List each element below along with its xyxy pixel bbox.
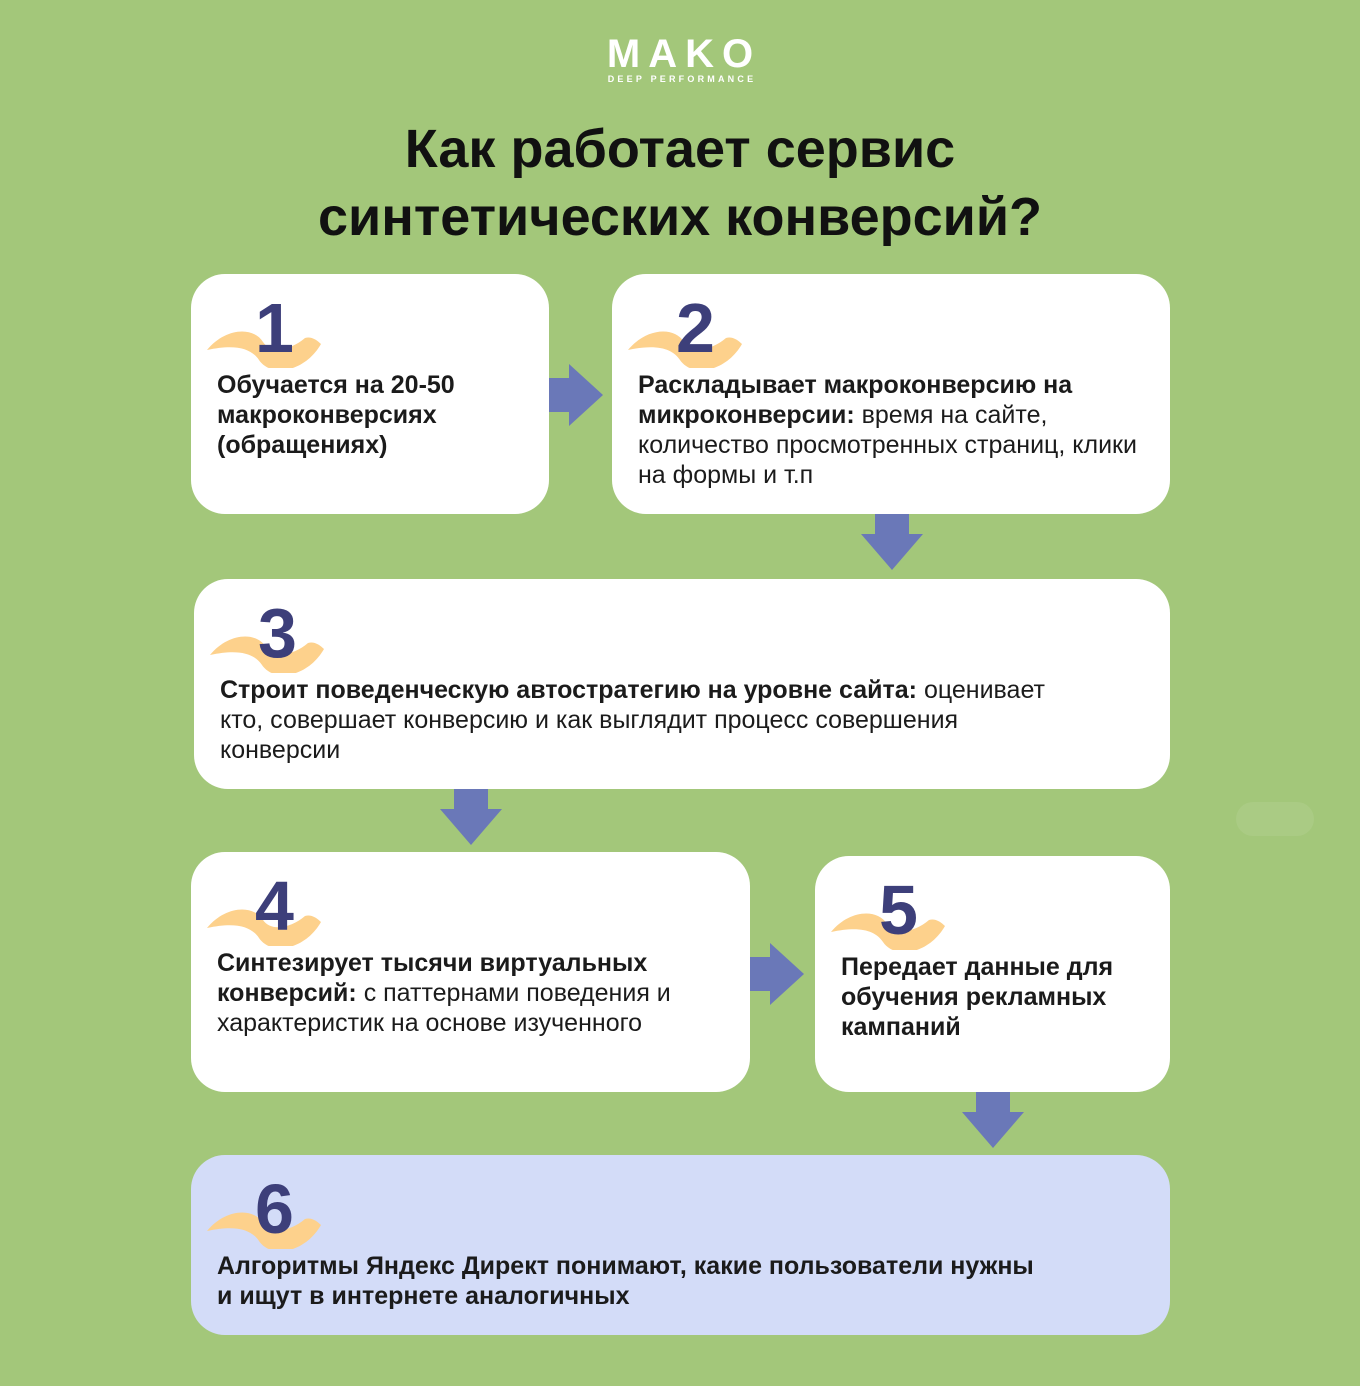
step-text-bold: Алгоритмы Яндекс Директ понимают, какие пользователи нужны и ищут в интернете аналогичных [217,1252,1034,1310]
step-text [217,948,727,1038]
step-card-5 [815,856,1170,1092]
logo-name: MAKO [606,32,762,76]
step-card-3 [194,579,1170,789]
page-title [0,115,1360,251]
logo-tagline: DEEP PERFORMANCE [607,74,757,84]
step-card-6 [191,1155,1170,1335]
decorative-pill [1236,802,1314,836]
step-card-2 [612,274,1170,514]
step-card-1 [191,274,549,514]
step-number: 6 [255,1170,294,1248]
step-number-badge [205,288,325,368]
step-text [220,675,1050,765]
step-number-badge [829,870,949,950]
step-text-regular: с паттернами поведения и характеристик на основе изученного [217,979,671,1037]
title-line-1: Как работает сервис [404,119,956,179]
arrow-down-icon [440,789,502,845]
step-number: 2 [676,289,715,367]
step-card-4 [191,852,750,1092]
step-text [638,370,1158,490]
step-number: 1 [255,289,294,367]
step-text-bold: Строит поведенческую автостратегию на уровне сайта: [220,676,917,704]
step-number-badge [205,866,325,946]
arrow-down-icon [962,1092,1024,1148]
step-text [217,1251,1047,1311]
step-text [217,370,517,460]
arrow-right-icon [750,943,804,1005]
step-text-bold: Синтезирует тысячи виртуальных конверсий: [217,949,648,1007]
arrow-right-icon [549,364,603,426]
step-text-regular: время на сайте, количество просмотренных страниц, клики на формы и т.п [638,401,1137,489]
step-number-badge [626,288,746,368]
arrow-down-icon [861,514,923,570]
step-text-bold: Обучается на 20-50 макроконверсиях (обращениях) [217,371,455,459]
step-number: 5 [879,871,918,949]
step-text-regular: оценивает кто, совершает конверсию и как выглядит процесс совершения конверсии [220,676,1045,764]
title-line-2: синтетических конверсий? [317,187,1043,247]
step-text-bold: Раскладывает макроконверсию на микроконверсии: [638,371,1073,429]
logo [0,34,1360,84]
step-text-bold: Передает данные для обучения рекламных кампаний [841,953,1114,1041]
step-number: 3 [258,594,297,672]
step-text [841,952,1151,1042]
step-number-badge [208,593,328,673]
step-number-badge [205,1169,325,1249]
step-number: 4 [255,867,294,945]
